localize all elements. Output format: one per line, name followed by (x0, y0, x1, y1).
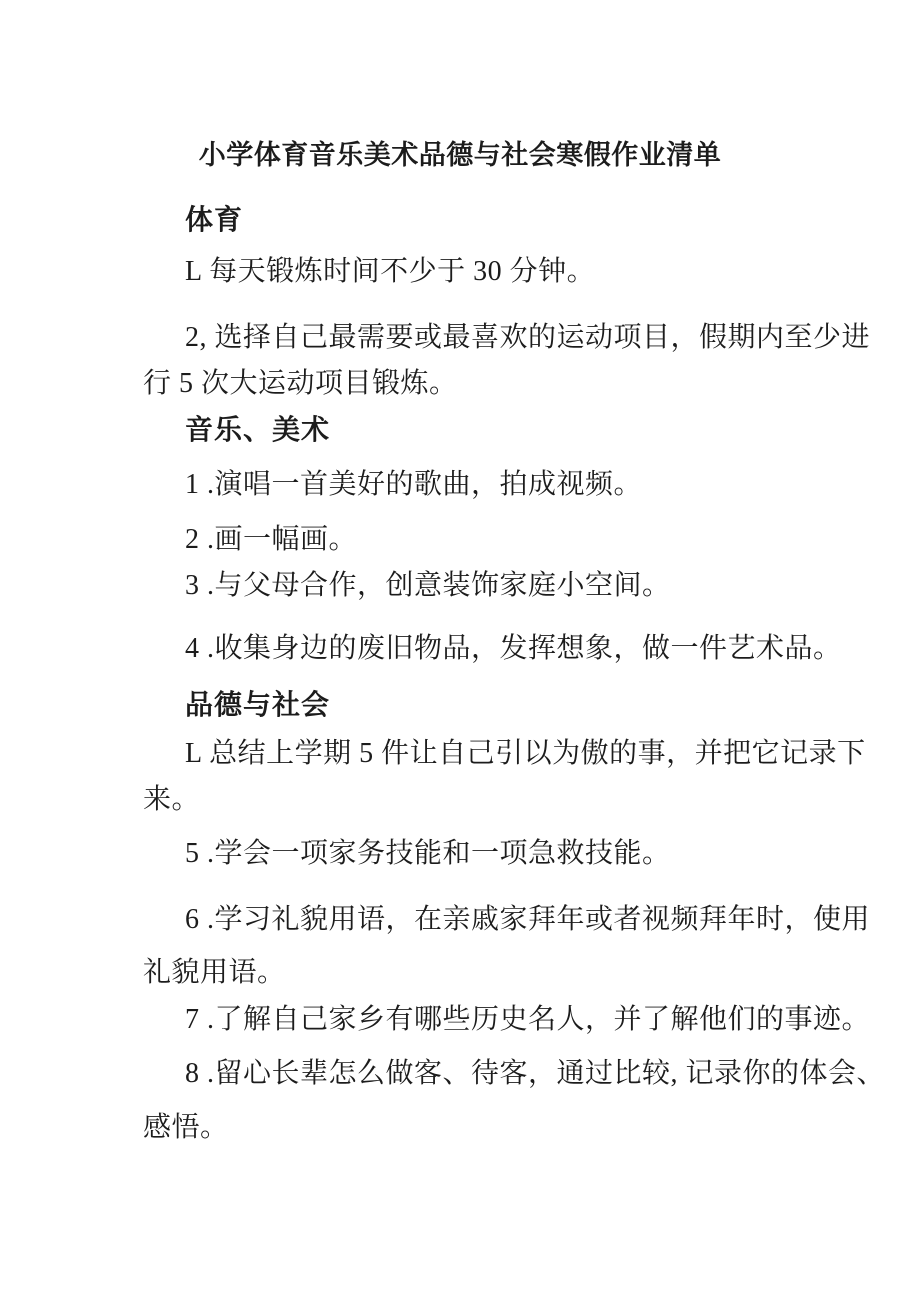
doc-line-morality-item-1: L 总结上学期 5 件让自己引以为傲的事，并把它记录下 (185, 738, 866, 769)
doc-line-music-item-2: 2 .画一幅画。 (185, 524, 358, 555)
section-heading-morality-society: 品德与社会 (185, 690, 331, 721)
doc-line-morality-item-6: 6 .学习礼貌用语，在亲戚家拜年或者视频拜年时，使用 (185, 904, 871, 935)
doc-line-morality-item-6-continued: 礼貌用语。 (143, 957, 286, 988)
doc-line-music-item-4: 4 .收集身边的废旧物品，发挥想象，做一件艺术品。 (185, 633, 842, 664)
doc-line-morality-item-8-continued: 感悟。 (143, 1112, 229, 1143)
doc-line-morality-item-8: 8 .留心长辈怎么做客、待客，通过比较, 记录你的体会、 (185, 1058, 886, 1089)
doc-line-sports-item-1: L 每天锻炼时间不少于 30 分钟。 (185, 256, 596, 287)
section-heading-sports: 体育 (185, 205, 244, 236)
doc-line-morality-item-1-continued: 来。 (143, 784, 201, 815)
doc-line-morality-item-7: 7 .了解自己家乡有哪些历史名人，并了解他们的事迹。 (185, 1004, 871, 1035)
doc-line-sports-item-2: 2, 选择自己最需要或最喜欢的运动项目，假期内至少进 (185, 322, 871, 353)
doc-line-sports-item-2-continued: 行 5 次大运动项目锻炼。 (143, 368, 458, 399)
document-title: 小学体育音乐美术品德与社会寒假作业清单 (198, 140, 722, 170)
section-heading-music-art: 音乐、美术 (185, 415, 331, 446)
doc-line-music-item-1: 1 .演唱一首美好的歌曲，拍成视频。 (185, 469, 643, 500)
doc-line-morality-item-5: 5 .学会一项家务技能和一项急救技能。 (185, 838, 671, 869)
doc-line-music-item-3: 3 .与父母合作，创意装饰家庭小空间。 (185, 570, 671, 601)
